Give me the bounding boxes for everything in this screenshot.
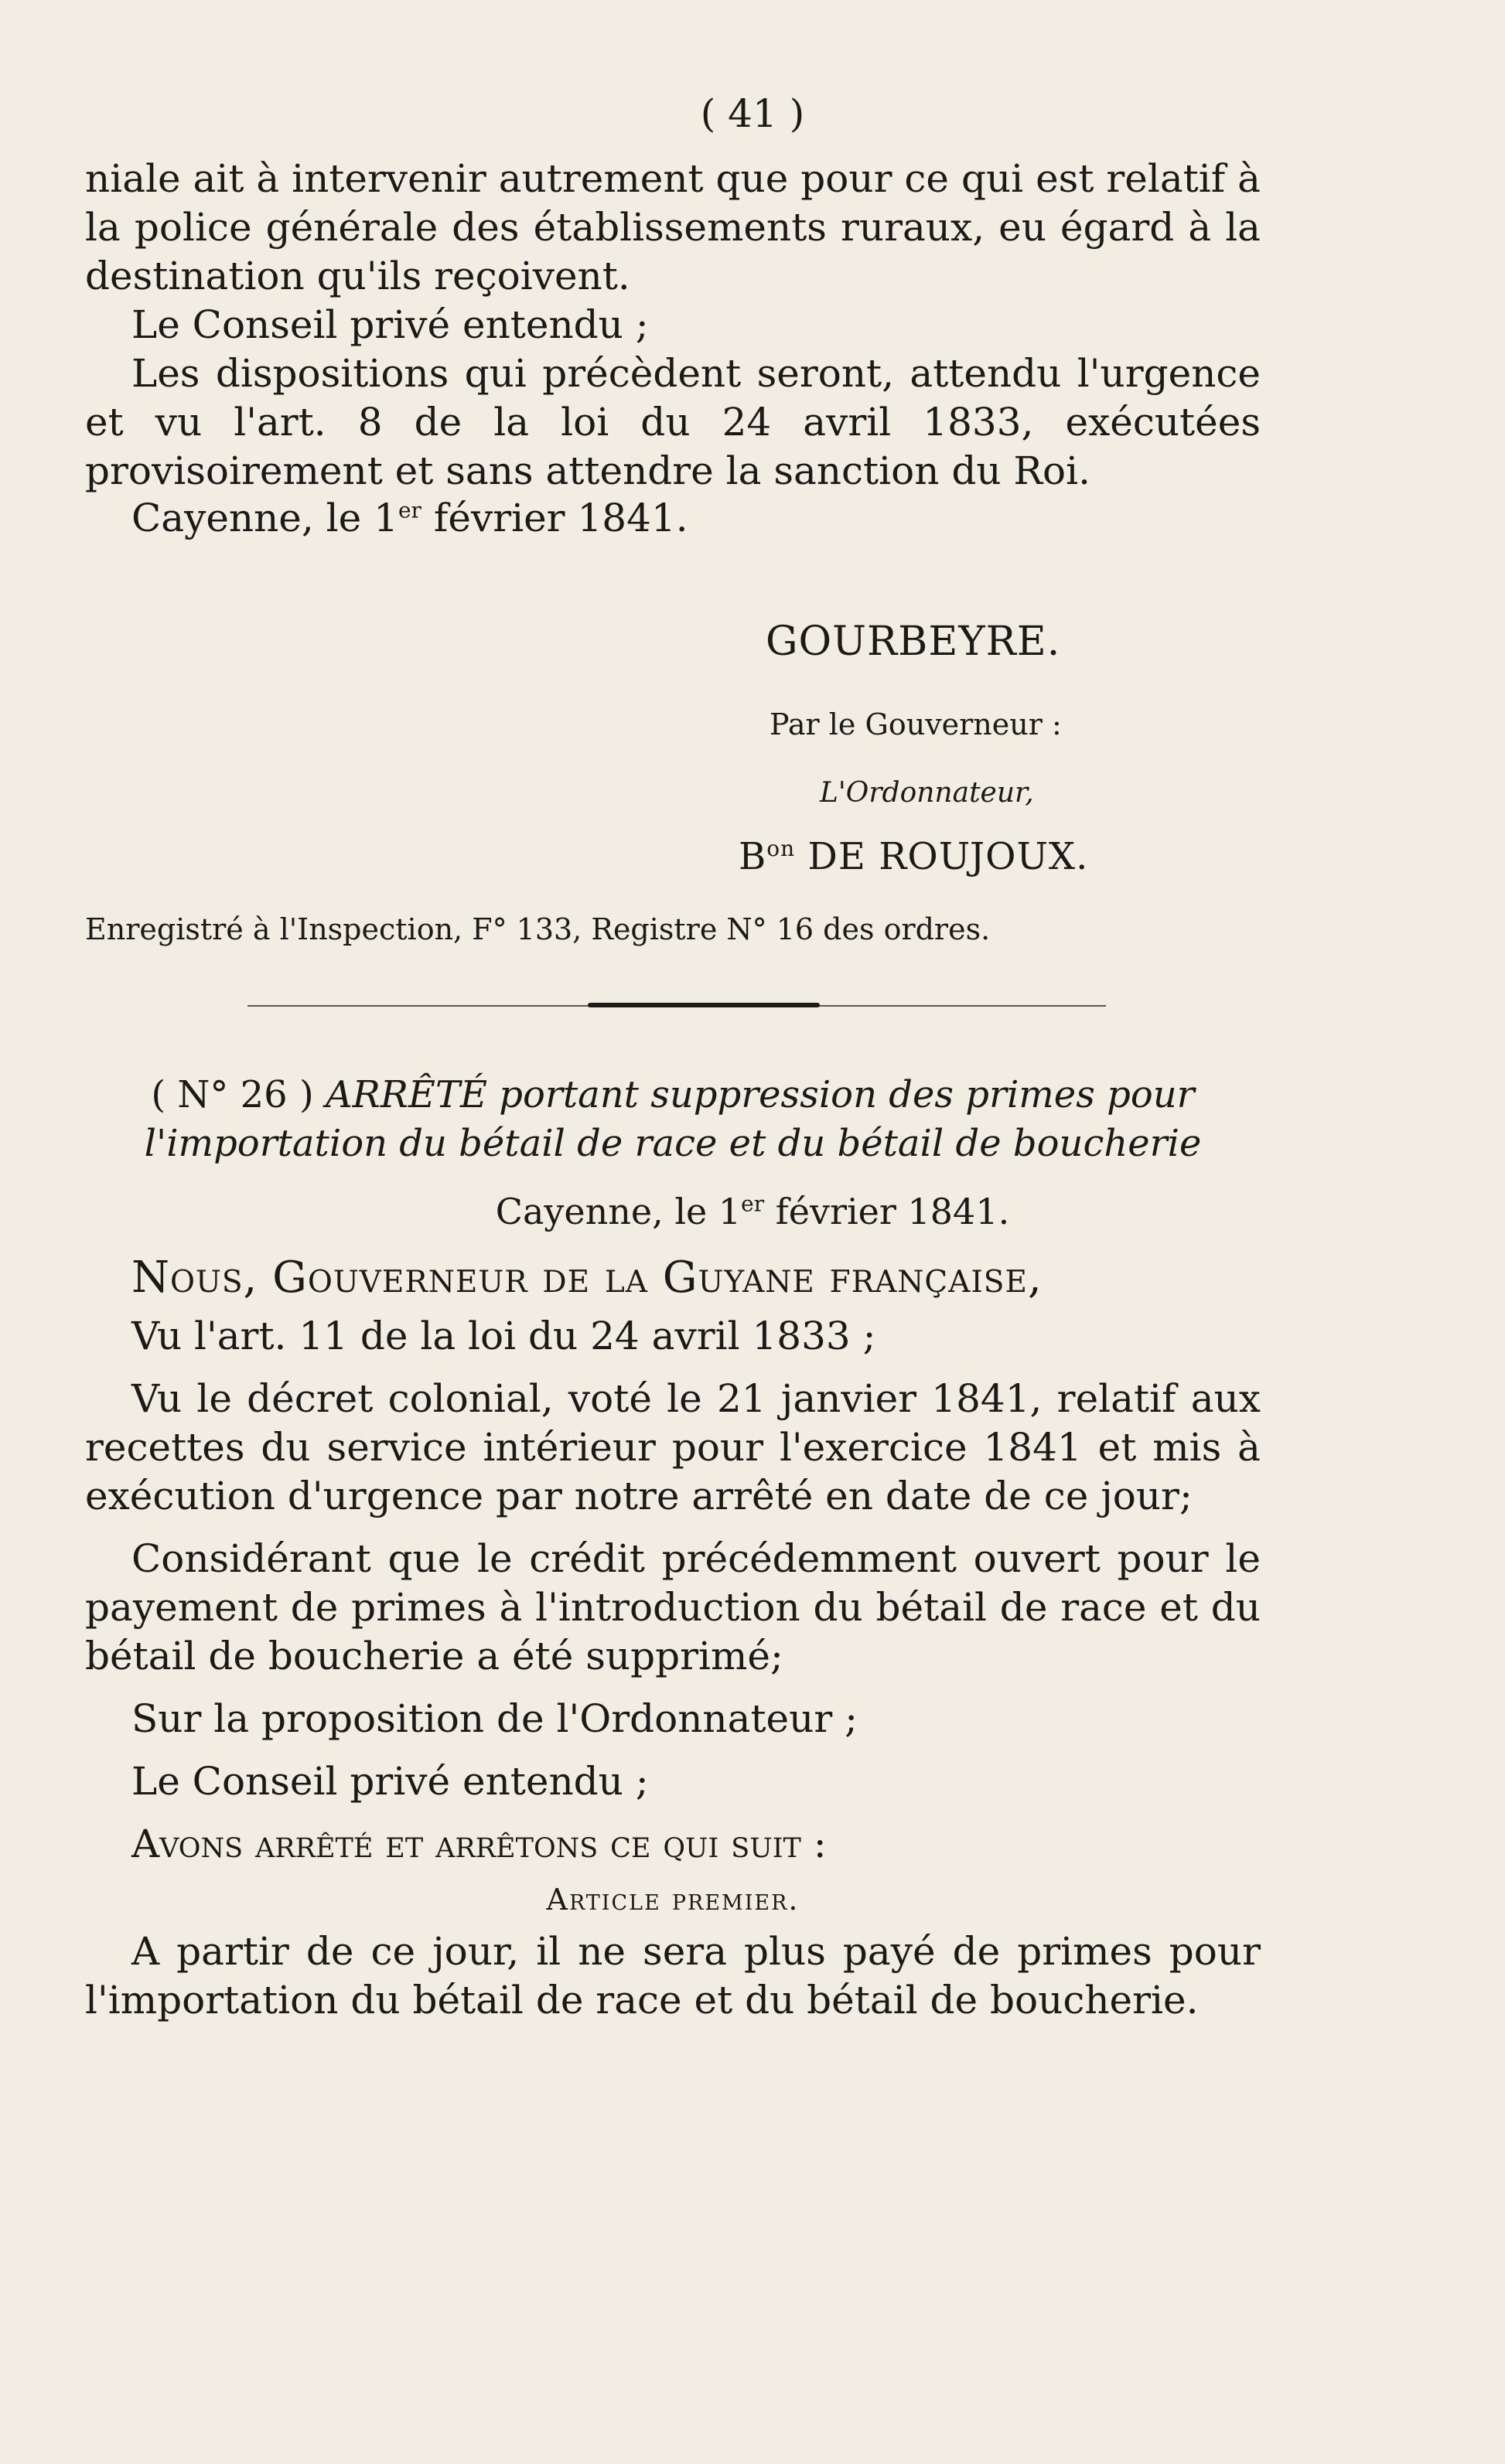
page-number: ( 41 ) (700, 91, 805, 136)
signature-by: Par le Gouverneur : (770, 707, 1062, 741)
signature-official (739, 835, 1088, 878)
intro-date-suffix: février 1841. (421, 496, 688, 540)
article-text: A partir de ce jour, il ne sera plus payé de primes pour l'importation du bétail de race et du bétail de boucherie. (85, 1929, 1261, 2023)
decree-proposition: Sur la proposition de l'Ordonnateur ; (131, 1696, 858, 1741)
article-heading: Article premier. (546, 1883, 800, 1917)
decree-title-text: ARRÊTÉ portant suppression des primes pour l'importation du bétail de race et du bétail de boucherie (144, 1073, 1202, 1165)
decree-considerant: Considérant que le crédit précédemment ouvert pour le payement de primes à l'introduction du bétail de race et du bétail de boucherie a été supprimé; (85, 1536, 1261, 1678)
decree-vu-2: Vu le décret colonial, voté le 21 janvier 1841, relatif aux recettes du service intérieur pour l'exercice 1841 et mis à exécution d'urgence par notre arrêté en date de ce jour; (85, 1376, 1261, 1518)
intro-section (85, 155, 1261, 540)
intro-paragraph-2: Le Conseil privé entendu ; (131, 302, 649, 347)
decree-title (85, 1071, 1261, 1168)
signature-name: GOURBEYRE. (766, 619, 1061, 665)
official-prefix: B (739, 835, 767, 878)
decree-date-prefix: Cayenne, le 1 (495, 1191, 742, 1232)
decree-date-sup: er (741, 1191, 765, 1217)
decree-conseil: Le Conseil privé entendu ; (131, 1759, 649, 1804)
official-sup: on (766, 836, 796, 861)
decree-preamble: Nous, Gouverneur de la Guyane française, (131, 1252, 1043, 1303)
decree-date-suffix: février 1841. (764, 1191, 1010, 1232)
decree-number: ( N° 26 ) (151, 1073, 314, 1116)
intro-paragraph-3: Les dispositions qui précèdent seront, attendu l'urgence et vu l'art. 8 de la loi du 24 avril 1833, exécutées provisoirement et sans attendre la sanction du Roi. (85, 351, 1261, 493)
official-suffix: DE ROUJOUX. (795, 835, 1089, 878)
decree-vu-1: Vu l'art. 11 de la loi du 24 avril 1833 ; (131, 1314, 876, 1358)
signature-role: L'Ordonnateur, (820, 777, 1034, 809)
registration-note: Enregistré à l'Inspection, F° 133, Registre N° 16 des ordres. (85, 912, 991, 946)
decree-avons: Avons arrêté et arrêtons ce qui suit : (131, 1822, 827, 1866)
decree-date (0, 1191, 1505, 1232)
decree-body (85, 1252, 1261, 2039)
intro-date-prefix: Cayenne, le 1 (131, 496, 398, 540)
intro-paragraph-1: niale ait à intervenir autrement que pour ce qui est relatif à la police générale des établissements ruraux, eu égard à la destination qu'ils reçoivent. (85, 156, 1261, 298)
section-divider-accent (588, 1003, 820, 1007)
intro-date-sup: er (398, 497, 421, 523)
intro-date (85, 496, 1261, 540)
